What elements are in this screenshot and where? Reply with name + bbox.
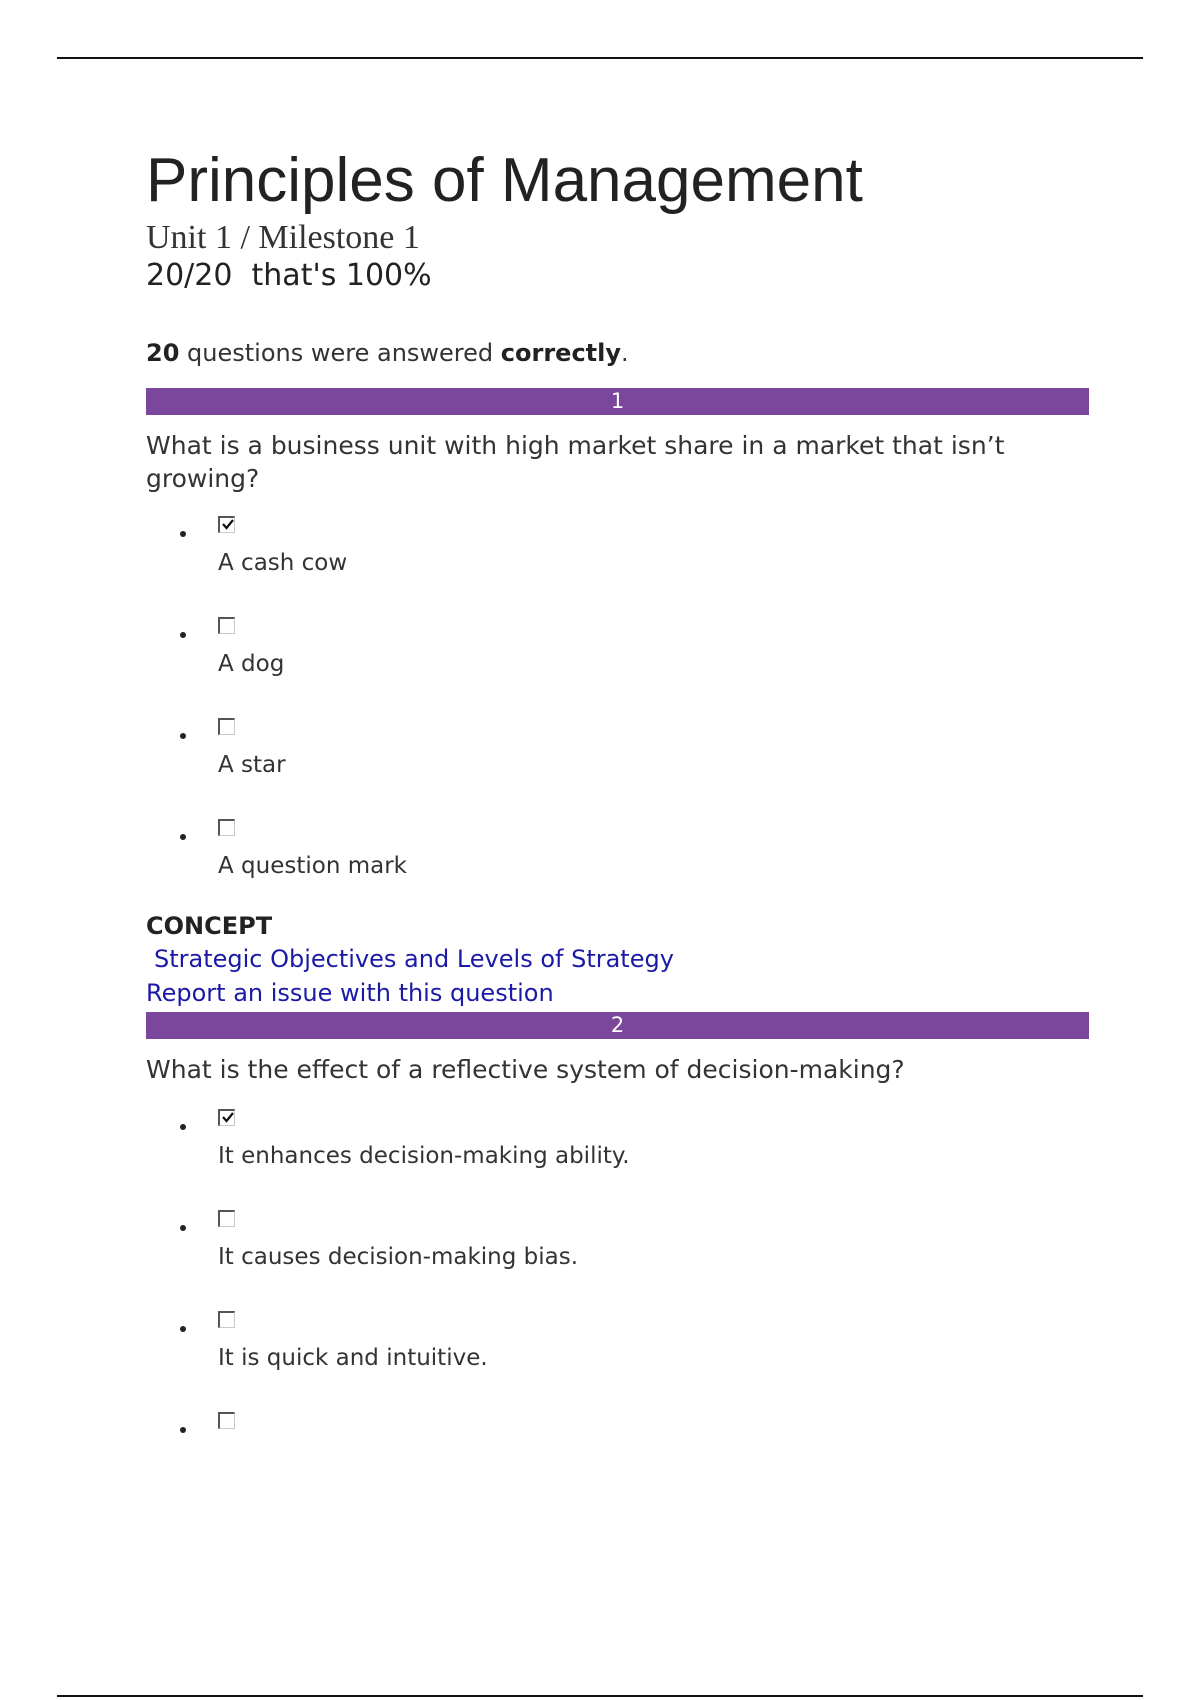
concept-section [146,910,1089,1010]
question-number: 1 [610,389,625,413]
bullet-icon [180,1326,186,1332]
checkbox-empty-icon[interactable] [218,1412,235,1429]
question-number-bar-1 [146,388,1089,415]
answer-label: A dog [218,651,285,677]
results-summary [146,338,1089,368]
answer-option[interactable] [146,1412,1089,1513]
bullet-icon [180,632,186,638]
question-number: 2 [610,1013,625,1037]
answer-option[interactable] [146,1109,1089,1210]
unit-subtitle: Unit 1 / Milestone 1 [146,219,420,256]
bottom-divider [57,1695,1143,1697]
question-number-bar-2 [146,1012,1089,1039]
report-issue-link[interactable]: Report an issue with this question [146,979,554,1007]
checkbox-empty-icon[interactable] [218,819,235,836]
checkbox-empty-icon[interactable] [218,1311,235,1328]
answer-label: A star [218,752,286,778]
answer-label: It is quick and intuitive. [218,1345,488,1371]
bullet-icon [180,733,186,739]
bullet-icon [180,1427,186,1433]
checkbox-empty-icon[interactable] [218,718,235,735]
checkbox-empty-icon[interactable] [218,1210,235,1227]
answer-option[interactable] [146,516,1089,617]
summary-text: questions were answered [179,339,501,367]
summary-end: . [621,339,629,367]
score-text: 20/20 that's 100% [146,258,432,293]
answer-label: A question mark [218,853,407,879]
answer-option[interactable] [146,819,1089,920]
answer-option[interactable] [146,1210,1089,1311]
page-title: Principles of Management [146,146,863,215]
bullet-icon [180,834,186,840]
correct-count: 20 [146,339,180,367]
summary-emphasis: correctly [500,339,622,367]
checkbox-empty-icon[interactable] [218,617,235,634]
checkbox-checked-icon[interactable] [218,516,235,533]
answer-options-2 [146,1109,1089,1513]
bullet-icon [180,531,186,537]
question-text-2: What is the effect of a reflective system of decision-making? [146,1055,905,1084]
question-text-1: What is a business unit with high market share in a market that isn’t growing? [146,431,1005,493]
bullet-icon [180,1124,186,1130]
top-divider [57,57,1143,59]
answer-option[interactable] [146,1311,1089,1412]
answer-option[interactable] [146,718,1089,819]
answer-options-1 [146,516,1089,920]
concept-heading: CONCEPT [146,912,273,940]
answer-label: It causes decision-making bias. [218,1244,579,1270]
bullet-icon [180,1225,186,1231]
checkbox-checked-icon[interactable] [218,1109,235,1126]
page-header [146,145,1089,368]
answer-option[interactable] [146,617,1089,718]
concept-link[interactable]: Strategic Objectives and Levels of Strategy [154,945,674,973]
answer-label: It enhances decision-making ability. [218,1143,630,1169]
answer-label: A cash cow [218,550,348,576]
